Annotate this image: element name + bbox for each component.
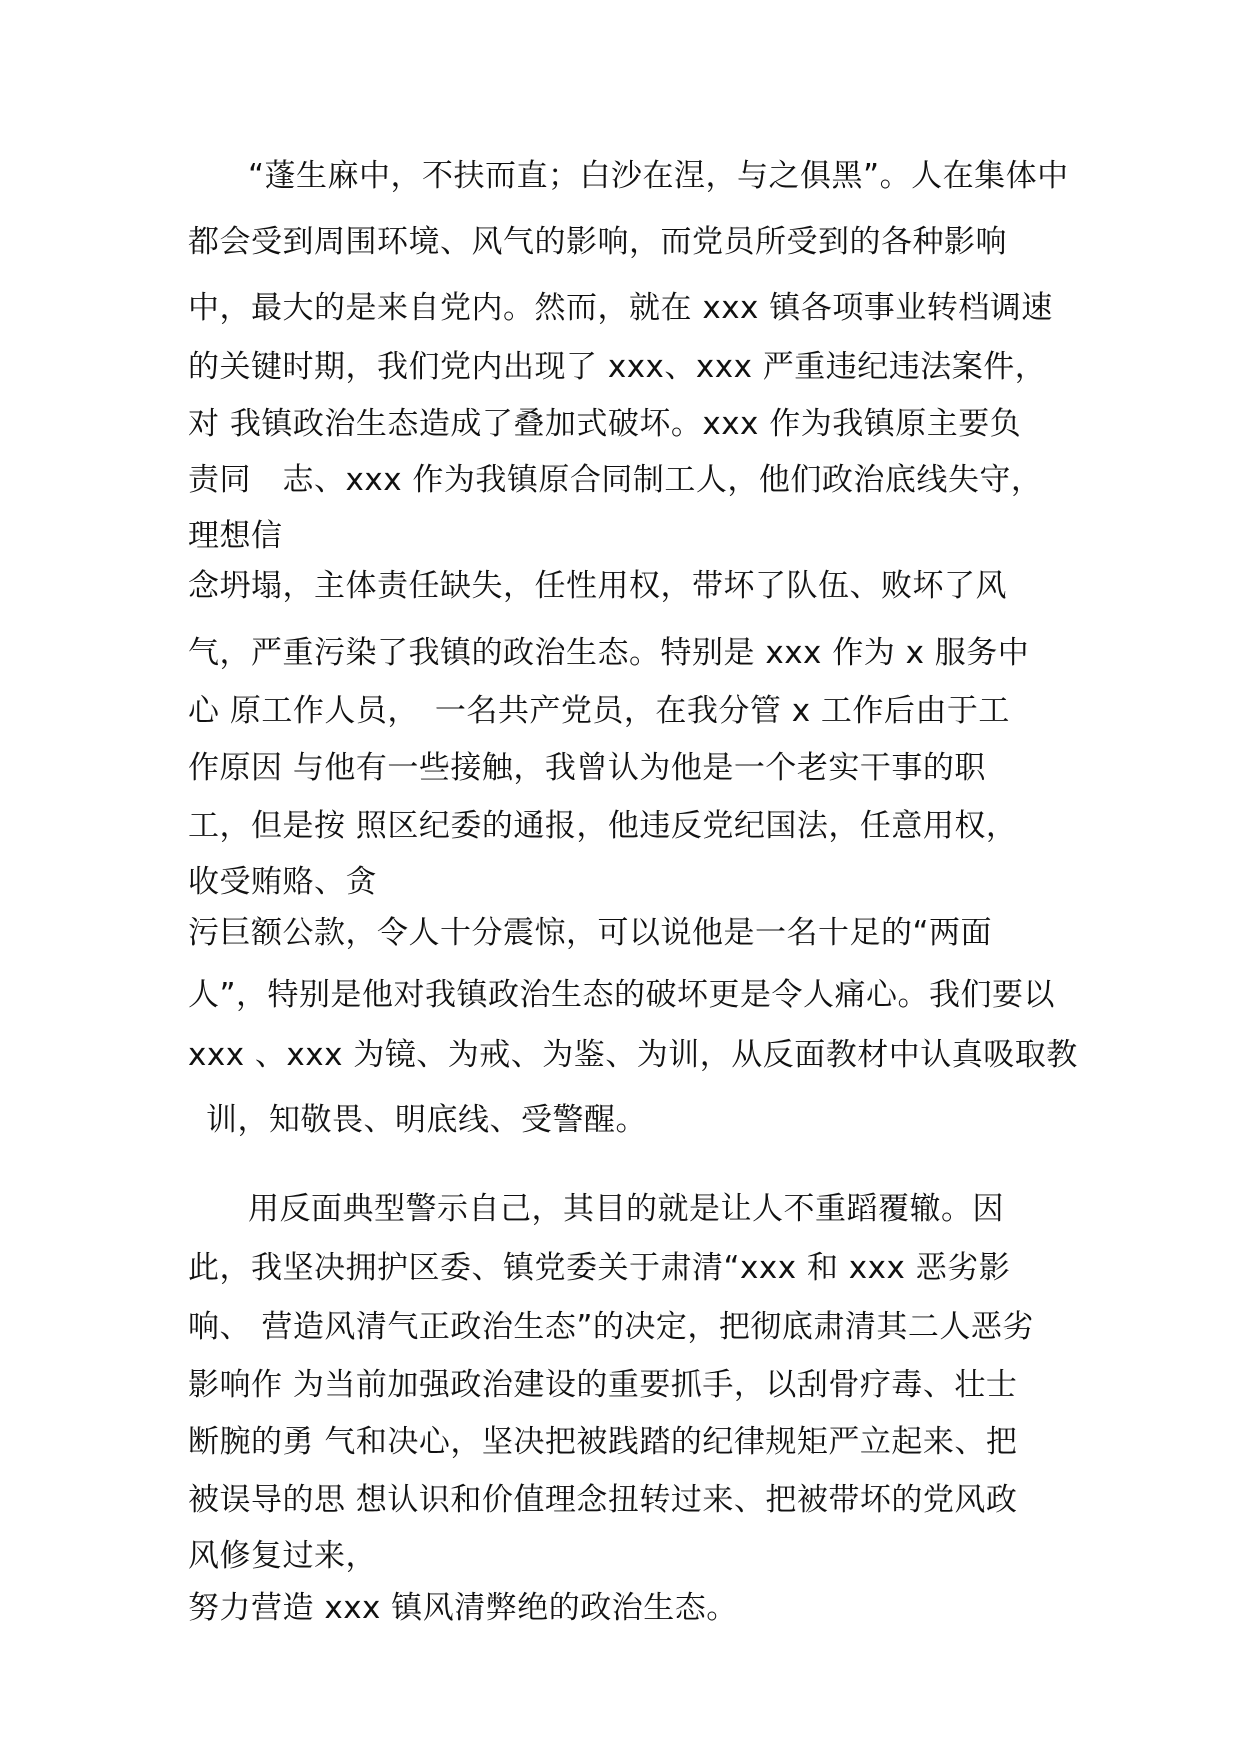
paragraph-1-line-4: 的关键时期，我们党内出现了 xxx、xxx 严重违纪违法案件， [188, 349, 1047, 385]
paragraph-2-line-5: 断腕的勇 气和决心，坚决把被践踏的纪律规矩严立起来、把 [188, 1424, 1018, 1460]
paragraph-1-line-9: 气，严重污染了我镇的政治生态。特别是 xxx 作为 x 服务中 [188, 635, 1030, 671]
paragraph-2-line-7: 风修复过来， [188, 1538, 377, 1574]
paragraph-2-line-4: 影响作 为当前加强政治建设的重要抓手，以刮骨疗毒、壮士 [188, 1367, 1018, 1403]
paragraph-1-line-6: 责同 志、xxx 作为我镇原合同制工人，他们政治底线失守， [188, 462, 1043, 498]
paragraph-1-line-13: 收受贿赂、贪 [188, 864, 377, 900]
paragraph-1-line-8: 念坍塌，主体责任缺失，任性用权，带坏了队伍、败坏了风 [188, 568, 1007, 604]
paragraph-2-line-2: 此，我坚决拥护区委、镇党委关于肃清“xxx 和 xxx 恶劣影 [188, 1250, 1011, 1286]
paragraph-2-line-8: 努力营造 xxx 镇风清弊绝的政治生态。 [188, 1590, 738, 1626]
paragraph-1-line-16: xxx 、xxx 为镜、为戒、为鉴、为训，从反面教材中认真吸取教 [188, 1037, 1078, 1073]
paragraph-2-line-1: 用反面典型警示自己，其目的就是让人不重蹈覆辙。因 [248, 1191, 1004, 1227]
paragraph-1-line-15: 人”，特别是他对我镇政治生态的破坏更是令人痛心。我们要以 [188, 977, 1056, 1013]
paragraph-1-line-1: “蓬生麻中，不扶而直；白沙在涅，与之俱黑”。人在集体中 [248, 158, 1069, 194]
paragraph-1-line-3: 中，最大的是来自党内。然而，就在 xxx 镇各项事业转档调速 [188, 290, 1053, 326]
paragraph-1-line-10: 心 原工作人员， 一名共产党员，在我分管 x 工作后由于工 [188, 693, 1010, 729]
paragraph-2-line-3: 响、 营造风清气正政治生态”的决定，把彻底肃清其二人恶劣 [188, 1309, 1034, 1345]
paragraph-1-line-12: 工，但是按 照区纪委的通报，他违反党纪国法，任意用权， [188, 808, 1018, 844]
paragraph-1-line-14: 污巨额公款，令人十分震惊，可以说他是一名十足的“两面 [188, 915, 993, 951]
paragraph-1-line-2: 都会受到周围环境、风气的影响，而党员所受到的各种影响 [188, 224, 1007, 260]
paragraph-1-line-17: 训，知敬畏、明底线、受警醒。 [206, 1102, 647, 1138]
paragraph-1-line-7: 理想信 [188, 518, 283, 554]
paragraph-1-line-11: 作原因 与他有一些接触，我曾认为他是一个老实干事的职 [188, 750, 986, 786]
paragraph-2-line-6: 被误导的思 想认识和价值理念扭转过来、把被带坏的党风政 [188, 1482, 1018, 1518]
paragraph-1-line-5: 对 我镇政治生态造成了叠加式破坏。xxx 作为我镇原主要负 [188, 406, 1022, 442]
